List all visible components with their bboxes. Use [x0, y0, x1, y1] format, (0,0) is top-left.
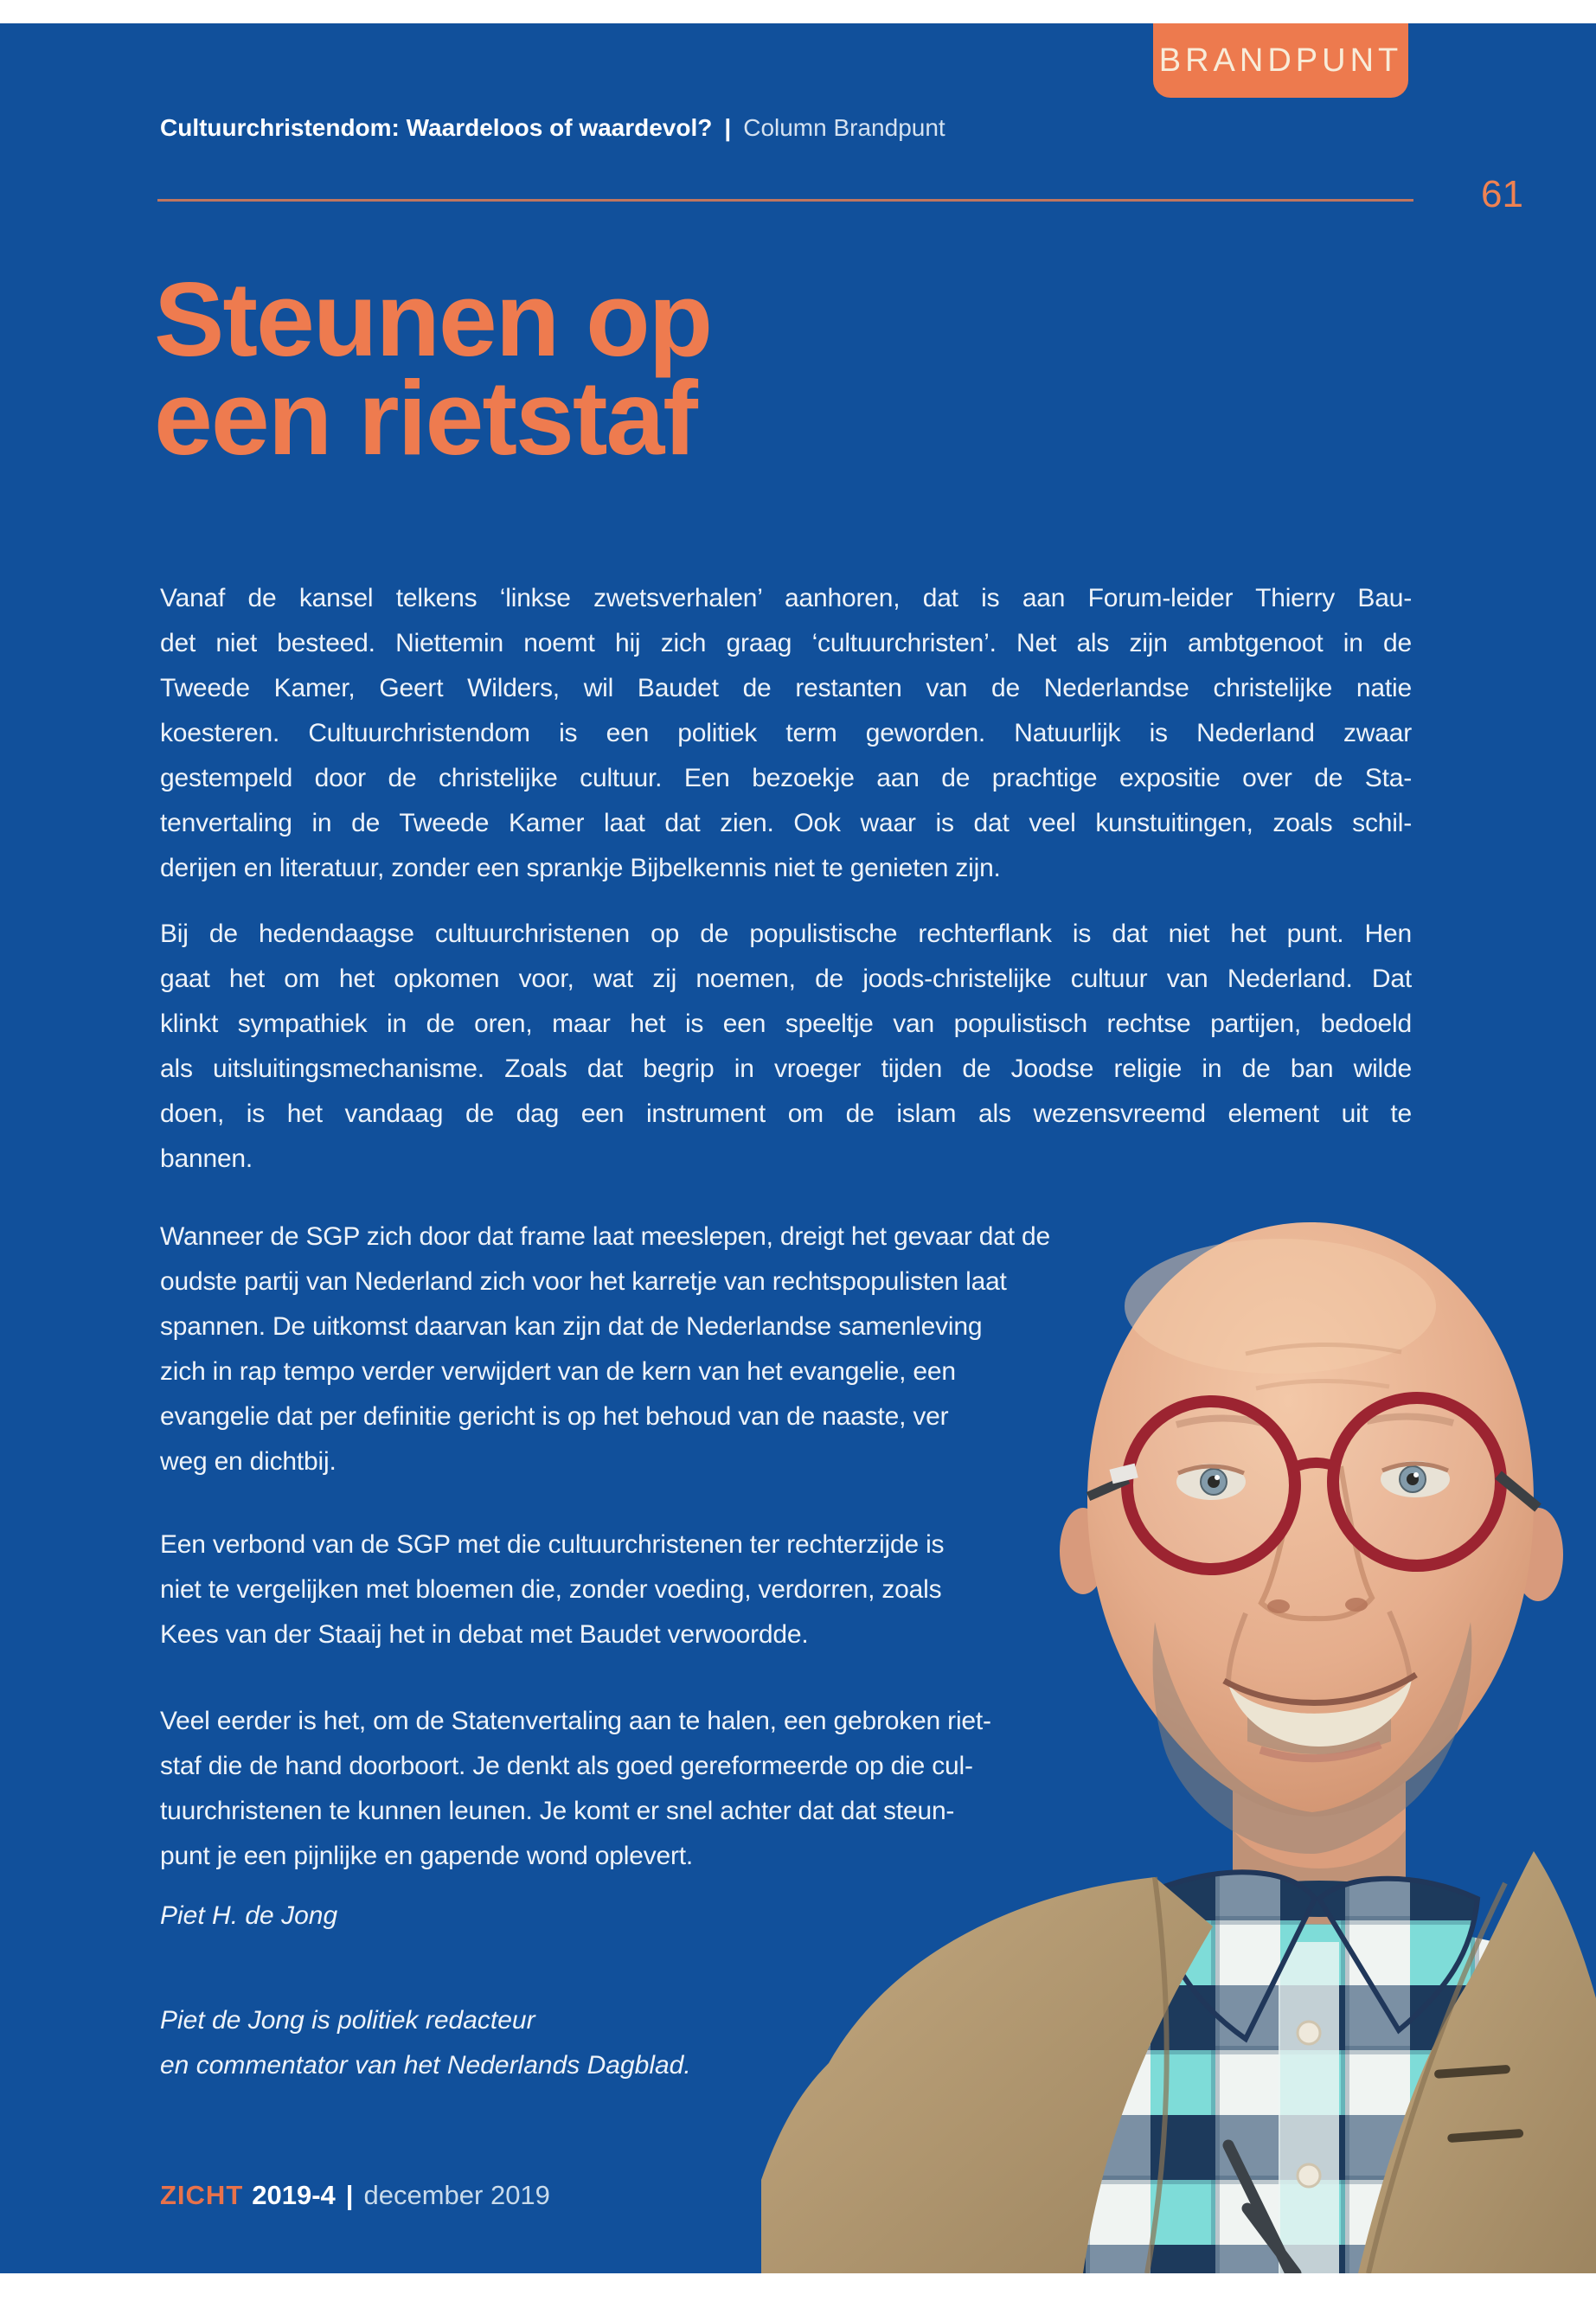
footer-brand: ZICHT: [160, 2180, 244, 2210]
footer: [160, 2180, 550, 2211]
text-line: Kees van der Staaij het in debat met Baudet verwoordde.: [160, 1620, 809, 1649]
kicker: [160, 114, 945, 142]
text-line: spannen. De uitkomst daarvan kan zijn dat de Nederlandse samenleving: [160, 1312, 983, 1341]
text-line: oudste partij van Nederland zich voor het karretje van rechtspopulisten laat: [160, 1267, 1007, 1296]
footer-date: december 2019: [363, 2180, 550, 2210]
paragraph-1: [160, 576, 1412, 891]
portrait-illustration: [761, 1207, 1596, 2273]
text-line: Piet de Jong is politiek redacteur: [160, 2006, 535, 2035]
text-line: niet te vergelijken met bloemen die, zonder voeding, verdorren, zoals: [160, 1575, 942, 1604]
text-line: tuurchristenen te kunnen leunen. Je komt er snel achter dat dat steun-: [160, 1797, 955, 1825]
article-title: [154, 260, 712, 477]
text-line: zich in rap tempo verder verwijdert van de kern van het evangelie, een: [160, 1357, 956, 1386]
divider-rule: [157, 199, 1413, 202]
kicker-separator: |: [724, 114, 732, 141]
head: [1060, 1222, 1563, 1854]
shirt-button: [1298, 2164, 1320, 2187]
footer-issue: 2019-4: [252, 2180, 336, 2210]
text-line: koesteren. Cultuurchristendom is een politiek term geworden. Natuurlijk is Nederland zwaar: [160, 719, 1412, 747]
text-line: bannen.: [160, 1144, 253, 1173]
text-line: gestempeld door de christelijke cultuur. Een bezoekje aan de prachtige expositie over de Sta-: [160, 764, 1412, 792]
page-number: 61: [1481, 173, 1523, 215]
text-line: klinkt sympathiek in de oren, maar het is een speeltje van populistisch rechtse partijen, bedoeld: [160, 1009, 1412, 1038]
kicker-bold: Cultuurchristendom: Waardeloos of waardevol?: [160, 114, 713, 141]
text-line: weg en dichtbij.: [160, 1447, 337, 1476]
text-line: en commentator van het Nederlands Dagblad.: [160, 2051, 691, 2080]
shirt-placket: [1279, 1942, 1339, 2273]
text-line: staf die de hand doorboort. Je denkt als goed gereformeerde op die cul-: [160, 1752, 973, 1780]
top-white-strip: [0, 0, 1596, 23]
text-line: een rietstaf: [154, 359, 696, 477]
text-line: evangelie dat per definitie gericht is op het behoud van de naaste, ver: [160, 1402, 949, 1431]
text-line: Een verbond van de SGP met die cultuurchristenen ter rechterzijde is: [160, 1530, 945, 1559]
text-line: Tweede Kamer, Geert Wilders, wil Baudet de restanten van de Nederlandse christelijke natie: [160, 674, 1412, 702]
brandpunt-badge: [1153, 23, 1408, 98]
text-line: als uitsluitingsmechanisme. Zoals dat begrip in vroeger tijden de Joodse religie in de ban wilde: [160, 1054, 1412, 1083]
text-line: Vanaf de kansel telkens ‘linkse zwetsverhalen’ aanhoren, dat is aan Forum-leider Thierry Bau-: [160, 584, 1412, 612]
author-bio: [160, 1998, 691, 2088]
badge-label: BRANDPUNT: [1158, 42, 1403, 79]
text-line: doen, is het vandaag de dag een instrument om de islam als wezensvreemd element uit te: [160, 1099, 1412, 1128]
text-line: punt je een pijnlijke en gapende wond oplevert.: [160, 1842, 694, 1870]
author-signature: Piet H. de Jong: [160, 1901, 338, 1930]
footer-separator: |: [345, 2180, 354, 2210]
text-line: tenvertaling in de Tweede Kamer laat dat zien. Ook waar is dat veel kunstuitingen, zoals schil-: [160, 809, 1412, 837]
text-line: det niet besteed. Niettemin noemt hij zich graag ‘cultuurchristen’. Net als zijn ambtgenoot in de: [160, 629, 1412, 657]
text-line: Veel eerder is het, om de Statenvertaling aan te halen, een gebroken riet-: [160, 1707, 991, 1735]
text-line: Steunen op: [154, 260, 712, 378]
shirt-button: [1298, 2022, 1320, 2044]
portrait-photo: [761, 1207, 1596, 2273]
text-line: Wanneer de SGP zich door dat frame laat meeslepen, dreigt het gevaar dat de: [160, 1222, 1050, 1251]
text-line: gaat het om het opkomen voor, wat zij noemen, de joods-christelijke cultuur van Nederland. Dat: [160, 965, 1412, 993]
bottom-white-strip: [0, 2273, 1596, 2301]
paragraph-2: [160, 912, 1412, 1182]
text-line: Bij de hedendaagse cultuurchristenen op de populistische rechterflank is dat niet het punt. Hen: [160, 920, 1412, 948]
kicker-light: Column Brandpunt: [743, 114, 945, 141]
text-line: derijen en literatuur, zonder een sprankje Bijbelkennis niet te genieten zijn.: [160, 854, 1001, 882]
